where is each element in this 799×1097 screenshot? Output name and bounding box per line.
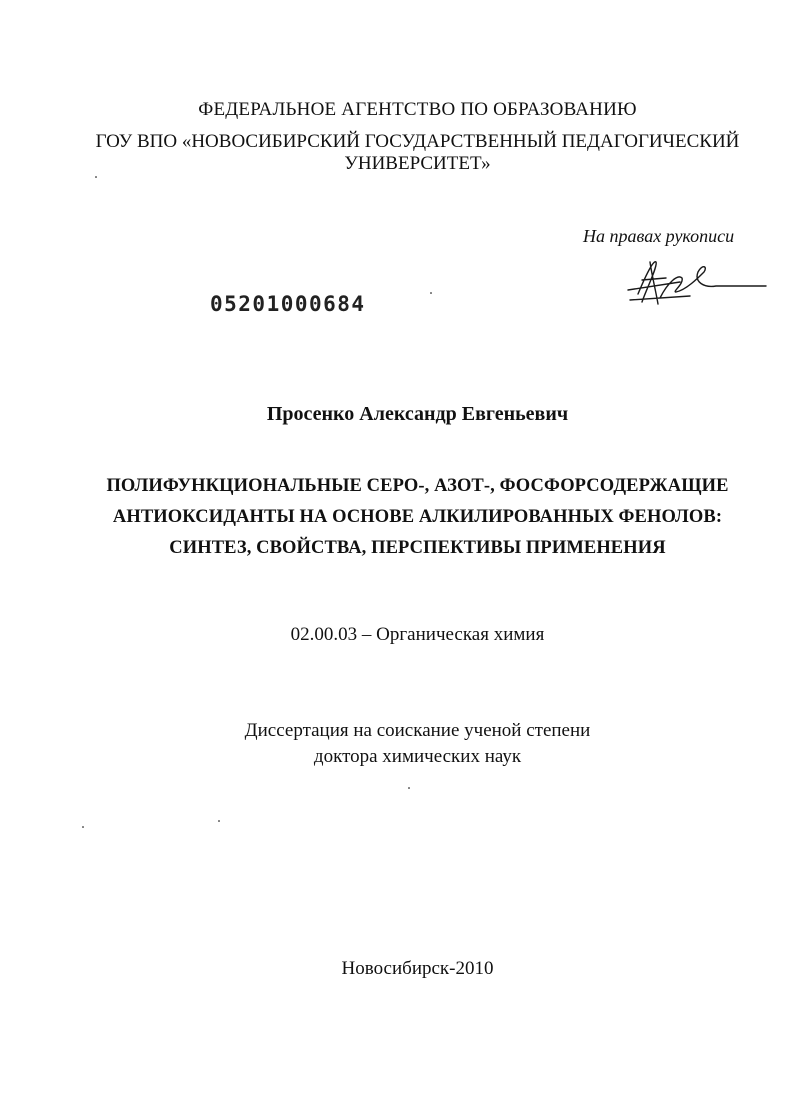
scan-speck [218,820,220,822]
author-name: Просенко Александр Евгеньевич [266,403,569,425]
university-line-2: УНИВЕРСИТЕТ» [344,153,491,174]
city-year: Новосибирск-2010 [341,958,494,979]
degree-line-1: Диссертация на соискание ученой степени [244,720,591,741]
archive-stamp-number: 05201000684 [210,292,366,316]
scan-speck [82,826,84,828]
agency-heading: ФЕДЕРАЛЬНОЕ АГЕНТСТВО ПО ОБРАЗОВАНИЮ [198,99,637,120]
manuscript-note: На правах рукописи [583,226,735,246]
scan-speck [95,176,97,178]
thesis-title-line-1: ПОЛИФУНКЦИОНАЛЬНЫЕ СЕРО-, АЗОТ-, ФОСФОРСОДЕРЖАЩИЕ [106,476,729,496]
thesis-title-line-3: СИНТЕЗ, СВОЙСТВА, ПЕРСПЕКТИВЫ ПРИМЕНЕНИЯ [169,538,666,558]
scan-speck [430,292,432,294]
specialty-code: 02.00.03 – Органическая химия [290,624,545,645]
scan-speck [408,787,410,789]
signature-icon [620,252,770,312]
thesis-title-line-2: АНТИОКСИДАНТЫ НА ОСНОВЕ АЛКИЛИРОВАННЫХ ФЕНОЛОВ: [112,507,723,527]
university-line-1: ГОУ ВПО «НОВОСИБИРСКИЙ ГОСУДАРСТВЕННЫЙ ПЕДАГОГИЧЕСКИЙ [95,131,740,152]
degree-line-2: доктора химических наук [313,746,522,767]
